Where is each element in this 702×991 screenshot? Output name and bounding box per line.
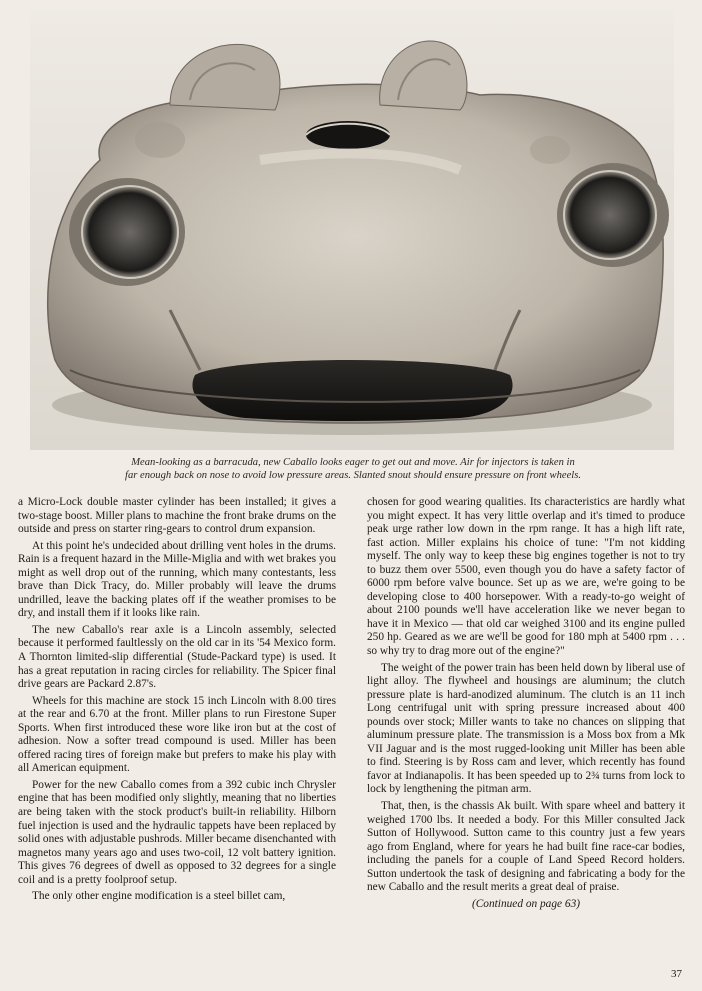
page-number: 37 — [671, 968, 682, 980]
left-column — [18, 496, 336, 907]
continued-note: (Continued on page 63) — [471, 897, 581, 910]
car-front-photo — [30, 10, 674, 450]
caption-line-2: far enough back on nose to avoid low pressure areas. Slanted snout should ensure pressure on front wheels. — [125, 470, 581, 481]
left-paragraph-5: Power for the new Caballo comes from a 392 cubic inch Chrysler engine that has been modified only slightly, meaning that no liberties are being taken with the stock product's built-in reliability. Hilborn fuel injection is used and the hydraulic tappets have been replaced by solid ones with adjustable pushrods. Miller became disenchanted with magnetos many years ago and uses two-coil, 12 volt battery ignition. This gives 76 degrees of dwell as opposed to 32 degrees for a single coil and is a pretty foolproof setup. — [18, 778, 336, 886]
caption-line-1: Mean-looking as a barracuda, new Caballo looks eager to get out and move. Air for injectors is taken in — [131, 457, 575, 468]
photo-caption — [36, 456, 670, 482]
left-paragraph-6: The only other engine modification is a steel billet cam, — [32, 890, 286, 903]
left-paragraph-4: Wheels for this machine are stock 15 inch Lincoln with 8.00 tires at the rear and 6.70 at the front. Miller plans to run Firestone Super Sports. When first introduced these wore like iron but at the cost of adhesion. Now a softer tread compound is used. Miller has been offered racing tires of foreign make but prefers to make his play with all American equipment. — [18, 694, 336, 775]
right-paragraph-3: That, then, is the chassis Ak built. With spare wheel and battery it weighed 1700 lbs. It needed a body. For this Miller consulted Jack Sutton of Hollywood. Sutton came to this country just a few years ago from England, where for years he had built fine race-car bodies, including the panels for a couple of Land Speed Record holders. Sutton undertook the task of designing and fabricating a body for the new Caballo and the result merits a great deal of praise. — [367, 800, 685, 894]
right-column — [367, 496, 685, 914]
right-paragraph-1: chosen for good wearing qualities. Its characteristics are hardly what you might expect. It has very little overlap and it's timed to produce peak urge rather low down in the rpm range. It has a high lift rate, fast action. Miller explains his choice of tune: "I'm not kidding myself. The only way to keep these big engines together is not to try to buzz them over 5500, even though you do have a safety factor of 6000 rpm before valve bounce. Set up as we are, we're going to be developing close to 400 horsepower. With a ready-to-go weight of about 2100 pounds we'll have acceleration like we never began to have it in Mexico — that old car weighed 3100 and its engine pulled 250 hp. Geared as we are we'll be good for 180 mph at 5400 rpm . . . so why try to drag more out of the engine?" — [367, 496, 685, 658]
left-paragraph-2: At this point he's undecided about drilling vent holes in the drums. Rain is a frequent hazard in the Mille-Miglia and with wet brakes you might as well drop out of the running, which many contestants, less brave than Dick Tracy, do. Miller probably will leave the drums undrilled, leave the backing plates off if the weather promises to be dry, and install them if it looks like rain. — [18, 539, 336, 620]
left-paragraph-1: a Micro-Lock double master cylinder has been installed; it gives a two-stage boost. Miller plans to machine the front brake drums on the outside and press on starter ring-gears to control drum expansion. — [18, 496, 336, 536]
left-paragraph-3: The new Caballo's rear axle is a Lincoln assembly, selected because it performed faultlessly on the old car in its '54 Mexico form. A Thornton limited-slip differential (Stude-Packard type) is used. It has a great reputation in racing circles for reliability. The Spicer final drive gears are Packard 2.87's. — [18, 623, 336, 691]
car-front-illustration — [30, 10, 674, 450]
right-paragraph-2: The weight of the power train has been held down by liberal use of light alloy. The flywheel and housings are aluminum; the clutch pressure plate is hard-anodized aluminum. The clutch is an 11 inch Long centrifugal unit with spring pressure increased about 400 pounds over stock; Miller wants to take no chances on slipping that aluminum pressure plate. The transmission is a Moss box from a Mk VII Jaguar and is the most rugged-looking unit Miller has been able to find. Steering is by Ross cam and lever, which recently has found favor at Indianapolis. It has been speeded up to 2¾ turns from lock to lock by lengthening the pitman arm. — [367, 661, 685, 796]
